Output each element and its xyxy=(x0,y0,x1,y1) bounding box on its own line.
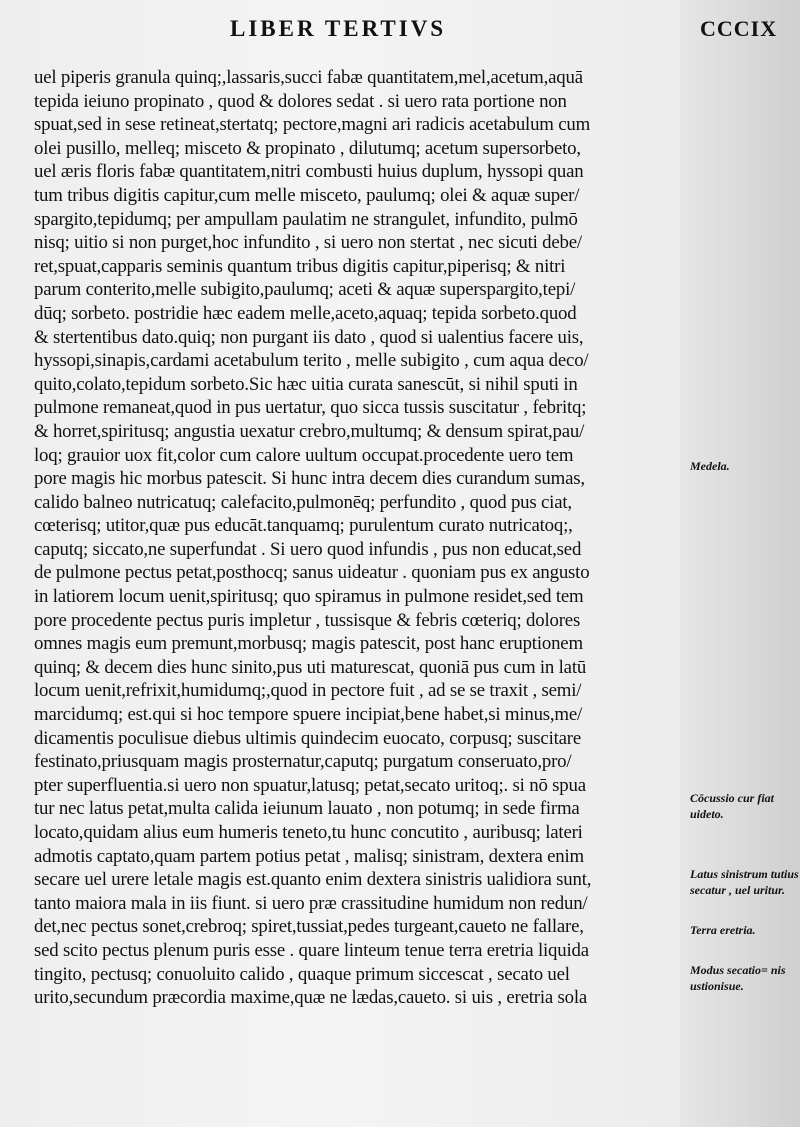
text-line: urito,secundum præcordia maxime,quæ ne lædas,caueto. si uis , eretria sola xyxy=(34,987,588,1009)
text-line: quito,colato,tepidum sorbeto.Sic hæc uitia curata sanescūt, si nihil sputi in xyxy=(34,373,578,395)
text-line: spargito,tepidumq; per ampullam paulatim ne strangulet, infundito, pulmō xyxy=(34,208,578,230)
text-line: tum tribus digitis capitur,cum melle misceto, paulumq; olei & aquæ super/ xyxy=(34,184,580,206)
text-line: cœterisq; utitor,quæ pus educāt.tanquamq; purulentum curato nutricatoq;, xyxy=(34,515,573,537)
page-margin xyxy=(680,0,800,1127)
text-line: spuat,sed in sese retineat,stertatq; pectore,magni ari radicis acetabulum cum xyxy=(34,114,591,136)
main-text-block xyxy=(34,66,686,1010)
text-line: pulmone remaneat,quod in pus uertatur, quo sicca tussis suscitatur , febritq; xyxy=(34,397,587,419)
page-header xyxy=(0,14,800,48)
text-line: tanto maiora mala in iis fiunt. si uero præ crassitudine humidum non redun/ xyxy=(34,892,588,914)
text-line: pter superfluentia.si uero non spuatur,latusq; petat,secato uritoq;. si nō spua xyxy=(34,774,586,796)
text-line: hyssopi,sinapis,cardami acetabulum terito , melle subigito , cum aqua deco/ xyxy=(34,350,589,372)
text-line: tepida ieiuno propinato , quod & dolores sedat . si uero rata portione non xyxy=(34,90,567,112)
text-line: pore procedente pectus puris impletur , tussisque & febris cœteriq; dolores xyxy=(34,609,581,631)
margin-note-concussio: Cōcussio cur fiat uideto. xyxy=(690,791,775,821)
text-line: olei pusillo, melleq; misceto & propinato , dilutumq; acetum supersorbeto, xyxy=(34,137,581,159)
text-line: in latiorem locum uenit,spiritusq; quo spiramus in pulmone residet,sed tem xyxy=(34,586,584,608)
text-line: nisq; uitio si non purget,hoc infundito , si uero non stertat , nec sicuti debe/ xyxy=(34,232,582,254)
text-line: secare uel urere letale magis est.quanto enim dextera sinistris ualidiora sunt, xyxy=(34,869,592,891)
text-line: pore magis hic morbus patescit. Si hunc intra decem dies curandum sumas, xyxy=(34,468,585,490)
text-line: tur nec latus petat,multa calida ieiunum lauato , non potumq; in sede firma xyxy=(34,798,580,820)
folio-number: CCCIX xyxy=(700,16,778,41)
text-line: dicamentis poculisue diebus ultimis quindecim euocato, corpusq; suscitare xyxy=(34,727,582,749)
margin-note-medela: Medela. xyxy=(690,459,730,473)
text-line: ret,spuat,capparis seminis quantum tribus digitis capitur,piperisq; & nitri xyxy=(34,255,566,277)
margin-note-terra: Terra eretria. xyxy=(690,923,756,937)
text-line: parum conterito,melle subigito,paulumq; aceti & aquæ superspargito,tepi/ xyxy=(34,279,576,301)
text-line: locato,quidam alius eum humeris teneto,tu hunc concutito , auribusq; lateri xyxy=(34,822,583,843)
margin-note-latus: Latus sinistrum tutius secatur , uel uritur. xyxy=(690,867,799,897)
text-line: tingito, pectusq; conuoluito calido , quaque primum siccescat , secato uel xyxy=(34,963,570,985)
running-title: LIBER TERTIVS xyxy=(230,16,447,41)
text-line: dūq; sorbeto. postridie hæc eadem melle,aceto,aquaq; tepida sorbeto.quod xyxy=(34,302,577,324)
text-line: det,nec pectus sonet,crebroq; spiret,tussiat,pedes turgeant,caueto ne fallare, xyxy=(34,916,584,938)
margin-note-modus: Modus secatio= nis ustionisue. xyxy=(690,963,786,993)
text-line: sed scito pectus plenum puris esse . quare linteum tenue terra eretria liquida xyxy=(34,939,589,961)
text-line: locum uenit,refrixit,humidumq;,quod in pectore fuit , ad se se traxit , semi/ xyxy=(34,680,582,702)
text-line: de pulmone pectus petat,posthocq; sanus uideatur . quoniam pus ex angusto xyxy=(34,562,590,584)
text-line: quinq; & decem dies hunc sinito,pus uti maturescat, quoniā pus cum in latū xyxy=(34,656,587,678)
text-line: & stertentibus dato.quiq; non purgant iis dato , quod si ualentius facere uis, xyxy=(34,326,584,348)
text-line: festinato,priusquam magis prosternatur,caputq; purgatum conseruato,pro/ xyxy=(34,751,572,773)
text-line: loq; grauior uox fit,color cum calore uultum occupat.procedente uero tem xyxy=(34,444,574,466)
text-line: omnes magis eum premunt,morbusq; magis patescit, post hanc eruptionem xyxy=(34,633,583,655)
text-line: admotis captato,quam partem potius petat , malisq; sinistram, dextera enim xyxy=(34,845,584,867)
text-line: uel æris floris fabæ quantitatem,nitri combusti huius duplum, hyssopi quan xyxy=(34,161,584,183)
text-line: uel piperis granula quinq;,lassaris,succi fabæ quantitatem,mel,acetum,aquā xyxy=(34,67,583,88)
text-line: marcidumq; est.qui si hoc tempore spuere incipiat,bene habet,si minus,me/ xyxy=(34,704,583,726)
text-line: caputq; siccato,ne superfundat . Si uero quod infundis , pus non educat,sed xyxy=(34,538,582,560)
text-line: & horret,spiritusq; angustia uexatur crebro,multumq; & densum spirat,pau/ xyxy=(34,420,585,442)
text-line: calido balneo nutricatuq; calefacito,pulmonēq; perfundito , quod pus ciat, xyxy=(34,491,572,513)
